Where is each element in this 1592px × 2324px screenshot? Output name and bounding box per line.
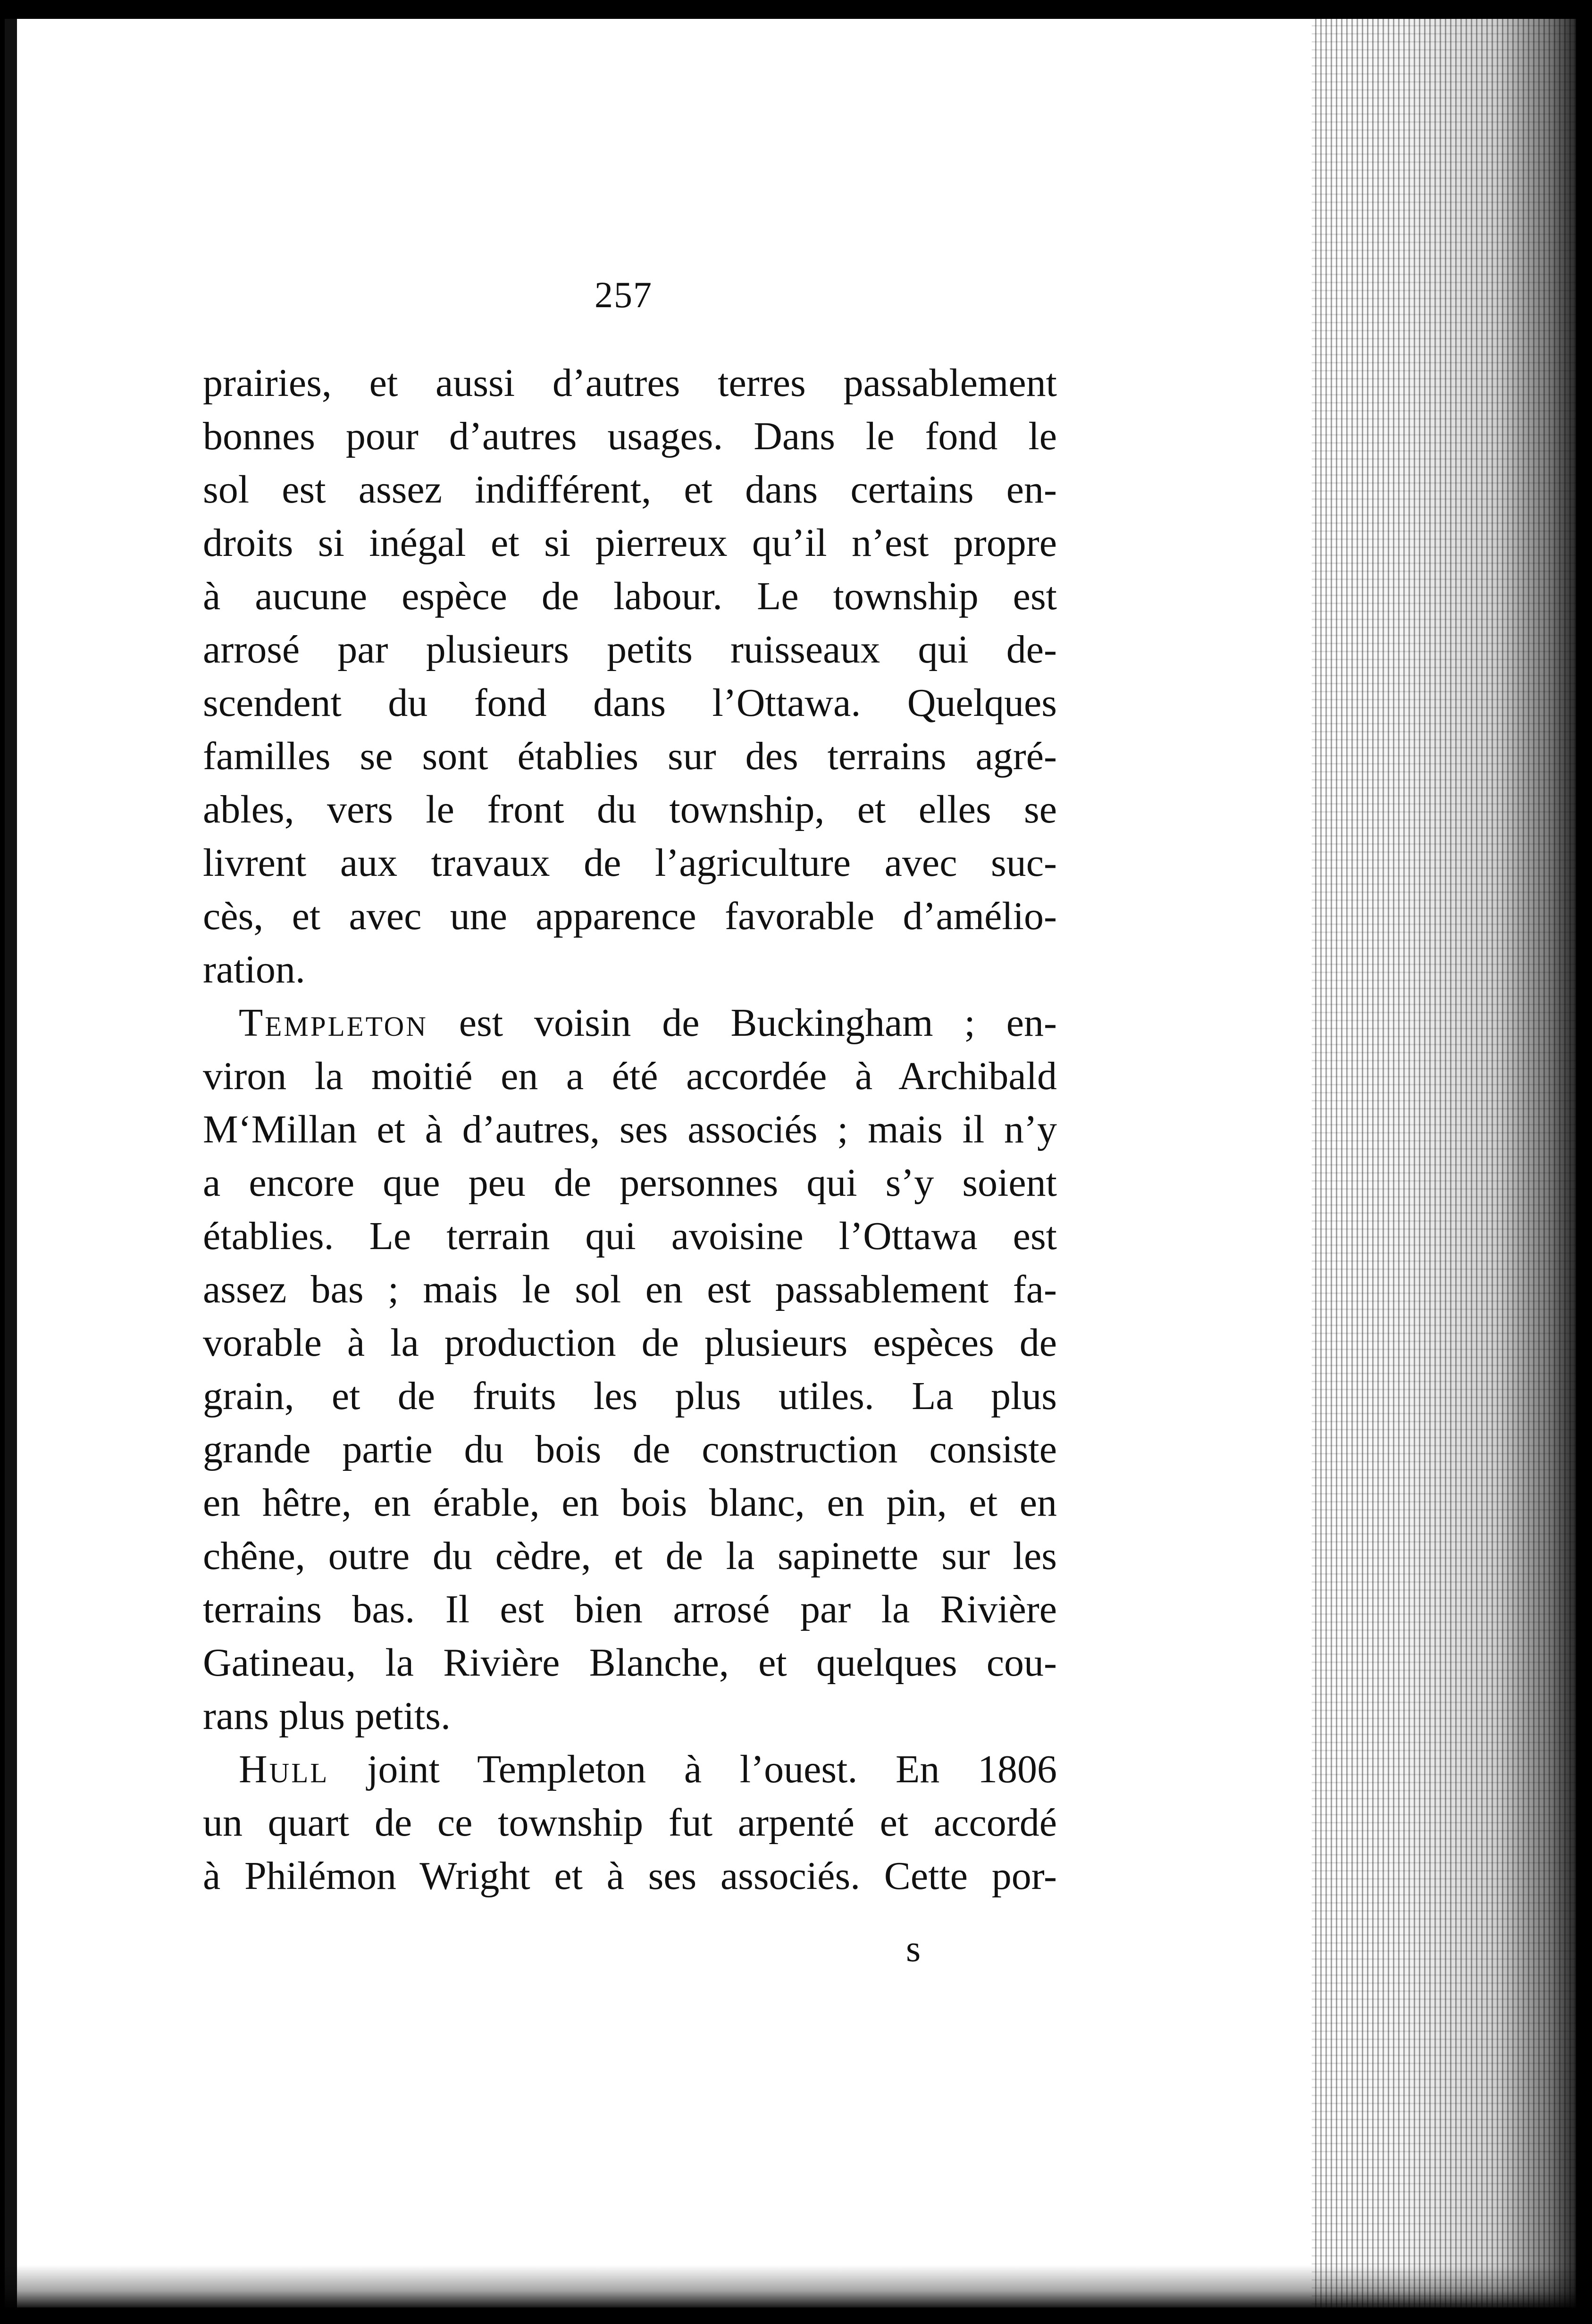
text-line: terrains bas. Il est bien arrosé par la Rivière <box>203 1587 1057 1631</box>
text-line: a encore que peu de personnes qui s’y soient <box>203 1161 1057 1205</box>
catchword: s <box>906 1928 921 1970</box>
text-line: livrent aux travaux de l’agriculture avec suc- <box>203 841 1057 885</box>
text-line: droits si inégal et si pierreux qu’il n’est propre <box>203 521 1057 565</box>
lead-word: Templeton <box>239 1001 428 1045</box>
lead-word: Hull <box>239 1747 329 1791</box>
text-line: ration. <box>203 948 305 991</box>
text-run: est voisin de Buckingham ; en- <box>427 1001 1057 1045</box>
text-line: établies. Le terrain qui avoisine l’Ottawa est <box>203 1214 1057 1258</box>
text-line: rans plus petits. <box>203 1694 451 1738</box>
text-line: à Philémon Wright et à ses associés. Cette por- <box>203 1854 1057 1898</box>
text-line: ables, vers le front du township, et elles se <box>203 788 1057 831</box>
text-line: vorable à la production de plusieurs espèces de <box>203 1321 1057 1365</box>
text-line: assez bas ; mais le sol en est passablement fa- <box>203 1267 1057 1311</box>
text-line: chêne, outre du cèdre, et de la sapinette sur les <box>203 1534 1057 1578</box>
text-line: Gatineau, la Rivière Blanche, et quelques cou- <box>203 1641 1057 1685</box>
text-line: prairies, et aussi d’autres terres passablement <box>203 361 1057 405</box>
book-page <box>5 19 1576 2307</box>
text-line: bonnes pour d’autres usages. Dans le fond le <box>203 414 1057 458</box>
text-line: cès, et avec une apparence favorable d’amélio- <box>203 894 1057 938</box>
text-line: arrosé par plusieurs petits ruisseaux qui de- <box>203 628 1057 671</box>
text-line: en hêtre, en érable, en bois blanc, en pin, et en <box>203 1481 1057 1525</box>
paragraph-first-line <box>203 1743 1057 1796</box>
page-edge-texture <box>1312 19 1576 2307</box>
text-line: familles se sont établies sur des terrains agré- <box>203 734 1057 778</box>
paragraph-first-line <box>203 996 1057 1049</box>
text-line: grande partie du bois de construction consiste <box>203 1427 1057 1471</box>
body-text <box>203 356 1057 1903</box>
text-line: scendent du fond dans l’Ottawa. Quelques <box>203 681 1057 725</box>
page-gutter-shadow <box>5 19 17 2307</box>
text-line: grain, et de fruits les plus utiles. La plus <box>203 1374 1057 1418</box>
text-line: un quart de ce township fut arpenté et accordé <box>203 1801 1057 1845</box>
text-line: M‘Millan et à d’autres, ses associés ; mais il n’y <box>203 1107 1057 1151</box>
text-line: à aucune espèce de labour. Le township est <box>203 574 1057 618</box>
text-run: joint Templeton à l’ouest. En 1806 <box>329 1747 1057 1791</box>
page-number: 257 <box>595 274 653 315</box>
text-line: viron la moitié en a été accordée à Archibald <box>203 1054 1057 1098</box>
text-line: sol est assez indifférent, et dans certains en- <box>203 468 1057 512</box>
page-bottom-shadow <box>5 2265 1576 2307</box>
